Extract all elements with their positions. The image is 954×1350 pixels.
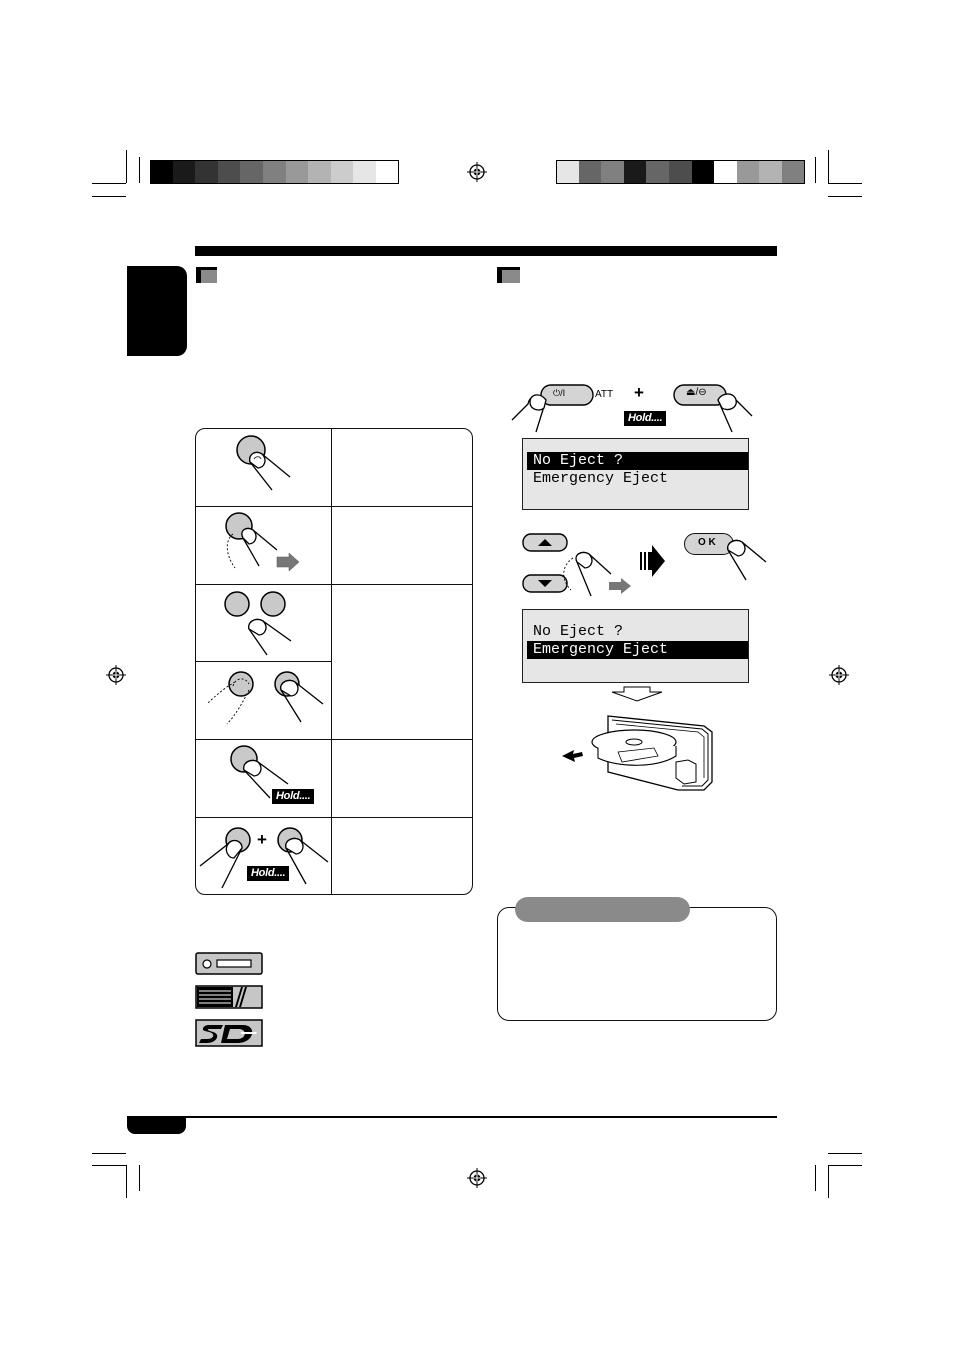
display-screen-2 [522,609,749,683]
crop-mark-top-left [92,183,126,184]
display-line-no-eject: No Eject ? [533,623,624,640]
note-box [497,907,777,1021]
color-swatch [286,160,309,184]
color-swatch [173,160,196,184]
two-buttons-slide-illustration [205,664,330,736]
crop-mark-top-right-v2 [815,157,816,183]
plus-sign: + [257,830,267,849]
table-row-divider [196,584,472,585]
color-swatch [150,160,173,184]
color-swatch [308,160,331,184]
up-down-select-illustration [521,532,636,598]
color-swatch [556,160,579,184]
table-row-divider [196,739,472,740]
color-swatch [782,160,805,184]
ok-button-label: O K [698,537,716,548]
crop-mark-top-left-2 [92,196,126,197]
color-swatch [692,160,715,184]
color-swatch [263,160,286,184]
registration-mark-right-icon [829,665,849,685]
language-tab [127,266,187,356]
crop-mark-top-left-v [126,150,127,183]
hold-label: Hold.... [624,411,666,426]
page-number-tab [127,1118,186,1134]
crop-mark-bottom-left-v [126,1165,127,1198]
table-row-divider [196,817,472,818]
crop-mark-top-right [828,183,862,184]
table-row-divider-partial [196,661,331,662]
color-swatch [240,160,263,184]
plus-sign: + [634,383,644,402]
crop-mark-top-left-v2 [139,157,140,183]
crop-mark-bottom-left [92,1153,126,1154]
color-swatch [195,160,218,184]
crop-mark-top-right-2 [828,196,862,197]
crop-mark-bottom-left-2 [92,1165,126,1166]
table-row-divider [196,506,472,507]
next-step-arrow-icon [638,543,666,579]
registration-mark-left-icon [106,665,126,685]
display-line-emergency-eject: Emergency Eject [533,470,669,487]
crop-mark-bottom-right-v [828,1165,829,1198]
display-screen-1 [522,438,749,510]
color-swatch [737,160,760,184]
memory-card-slot-icon [195,985,263,1009]
crop-mark-bottom-right-2 [828,1165,862,1166]
display-line-emergency-eject: Emergency Eject [527,641,748,659]
color-swatch [353,160,376,184]
section-marker-right-icon [497,267,520,283]
section-marker-left-icon [196,267,217,283]
att-label: ATT [595,389,614,400]
display-line-no-eject: No Eject ? [527,452,748,470]
color-swatch [376,160,399,184]
crop-mark-top-right-v [828,150,829,183]
disc-ejection-illustration [558,712,718,794]
crop-mark-bottom-right-v2 [815,1165,816,1191]
color-swatch [714,160,737,184]
header-rule [195,246,777,256]
power-button-label: ⏻/I [553,388,566,398]
registration-mark-top-icon [467,162,487,182]
slide-button-illustration [215,510,305,576]
color-swatch [759,160,782,184]
color-swatch [669,160,692,184]
color-swatch [331,160,354,184]
color-swatch [624,160,647,184]
note-box-header-tab [515,897,690,922]
hold-label: Hold.... [247,866,289,881]
hold-label: Hold.... [272,789,314,804]
color-swatch [646,160,669,184]
sd-card-logo-icon [195,1019,263,1047]
crop-mark-bottom-left-v2 [139,1165,140,1191]
down-hollow-arrow-icon [610,686,664,702]
crop-mark-bottom-right [828,1153,862,1154]
color-swatch [579,160,602,184]
eject-button-label: ⏏/⊖ [686,387,707,398]
footer-rule [127,1116,777,1118]
color-swatch [601,160,624,184]
press-button-illustration [220,432,300,496]
table-divider-vertical [331,429,332,894]
two-buttons-press-illustration [215,587,305,657]
cd-slot-icon [195,952,263,975]
ok-press-finger-illustration [720,532,770,582]
color-swatch [218,160,241,184]
registration-mark-bottom-icon [467,1168,487,1188]
